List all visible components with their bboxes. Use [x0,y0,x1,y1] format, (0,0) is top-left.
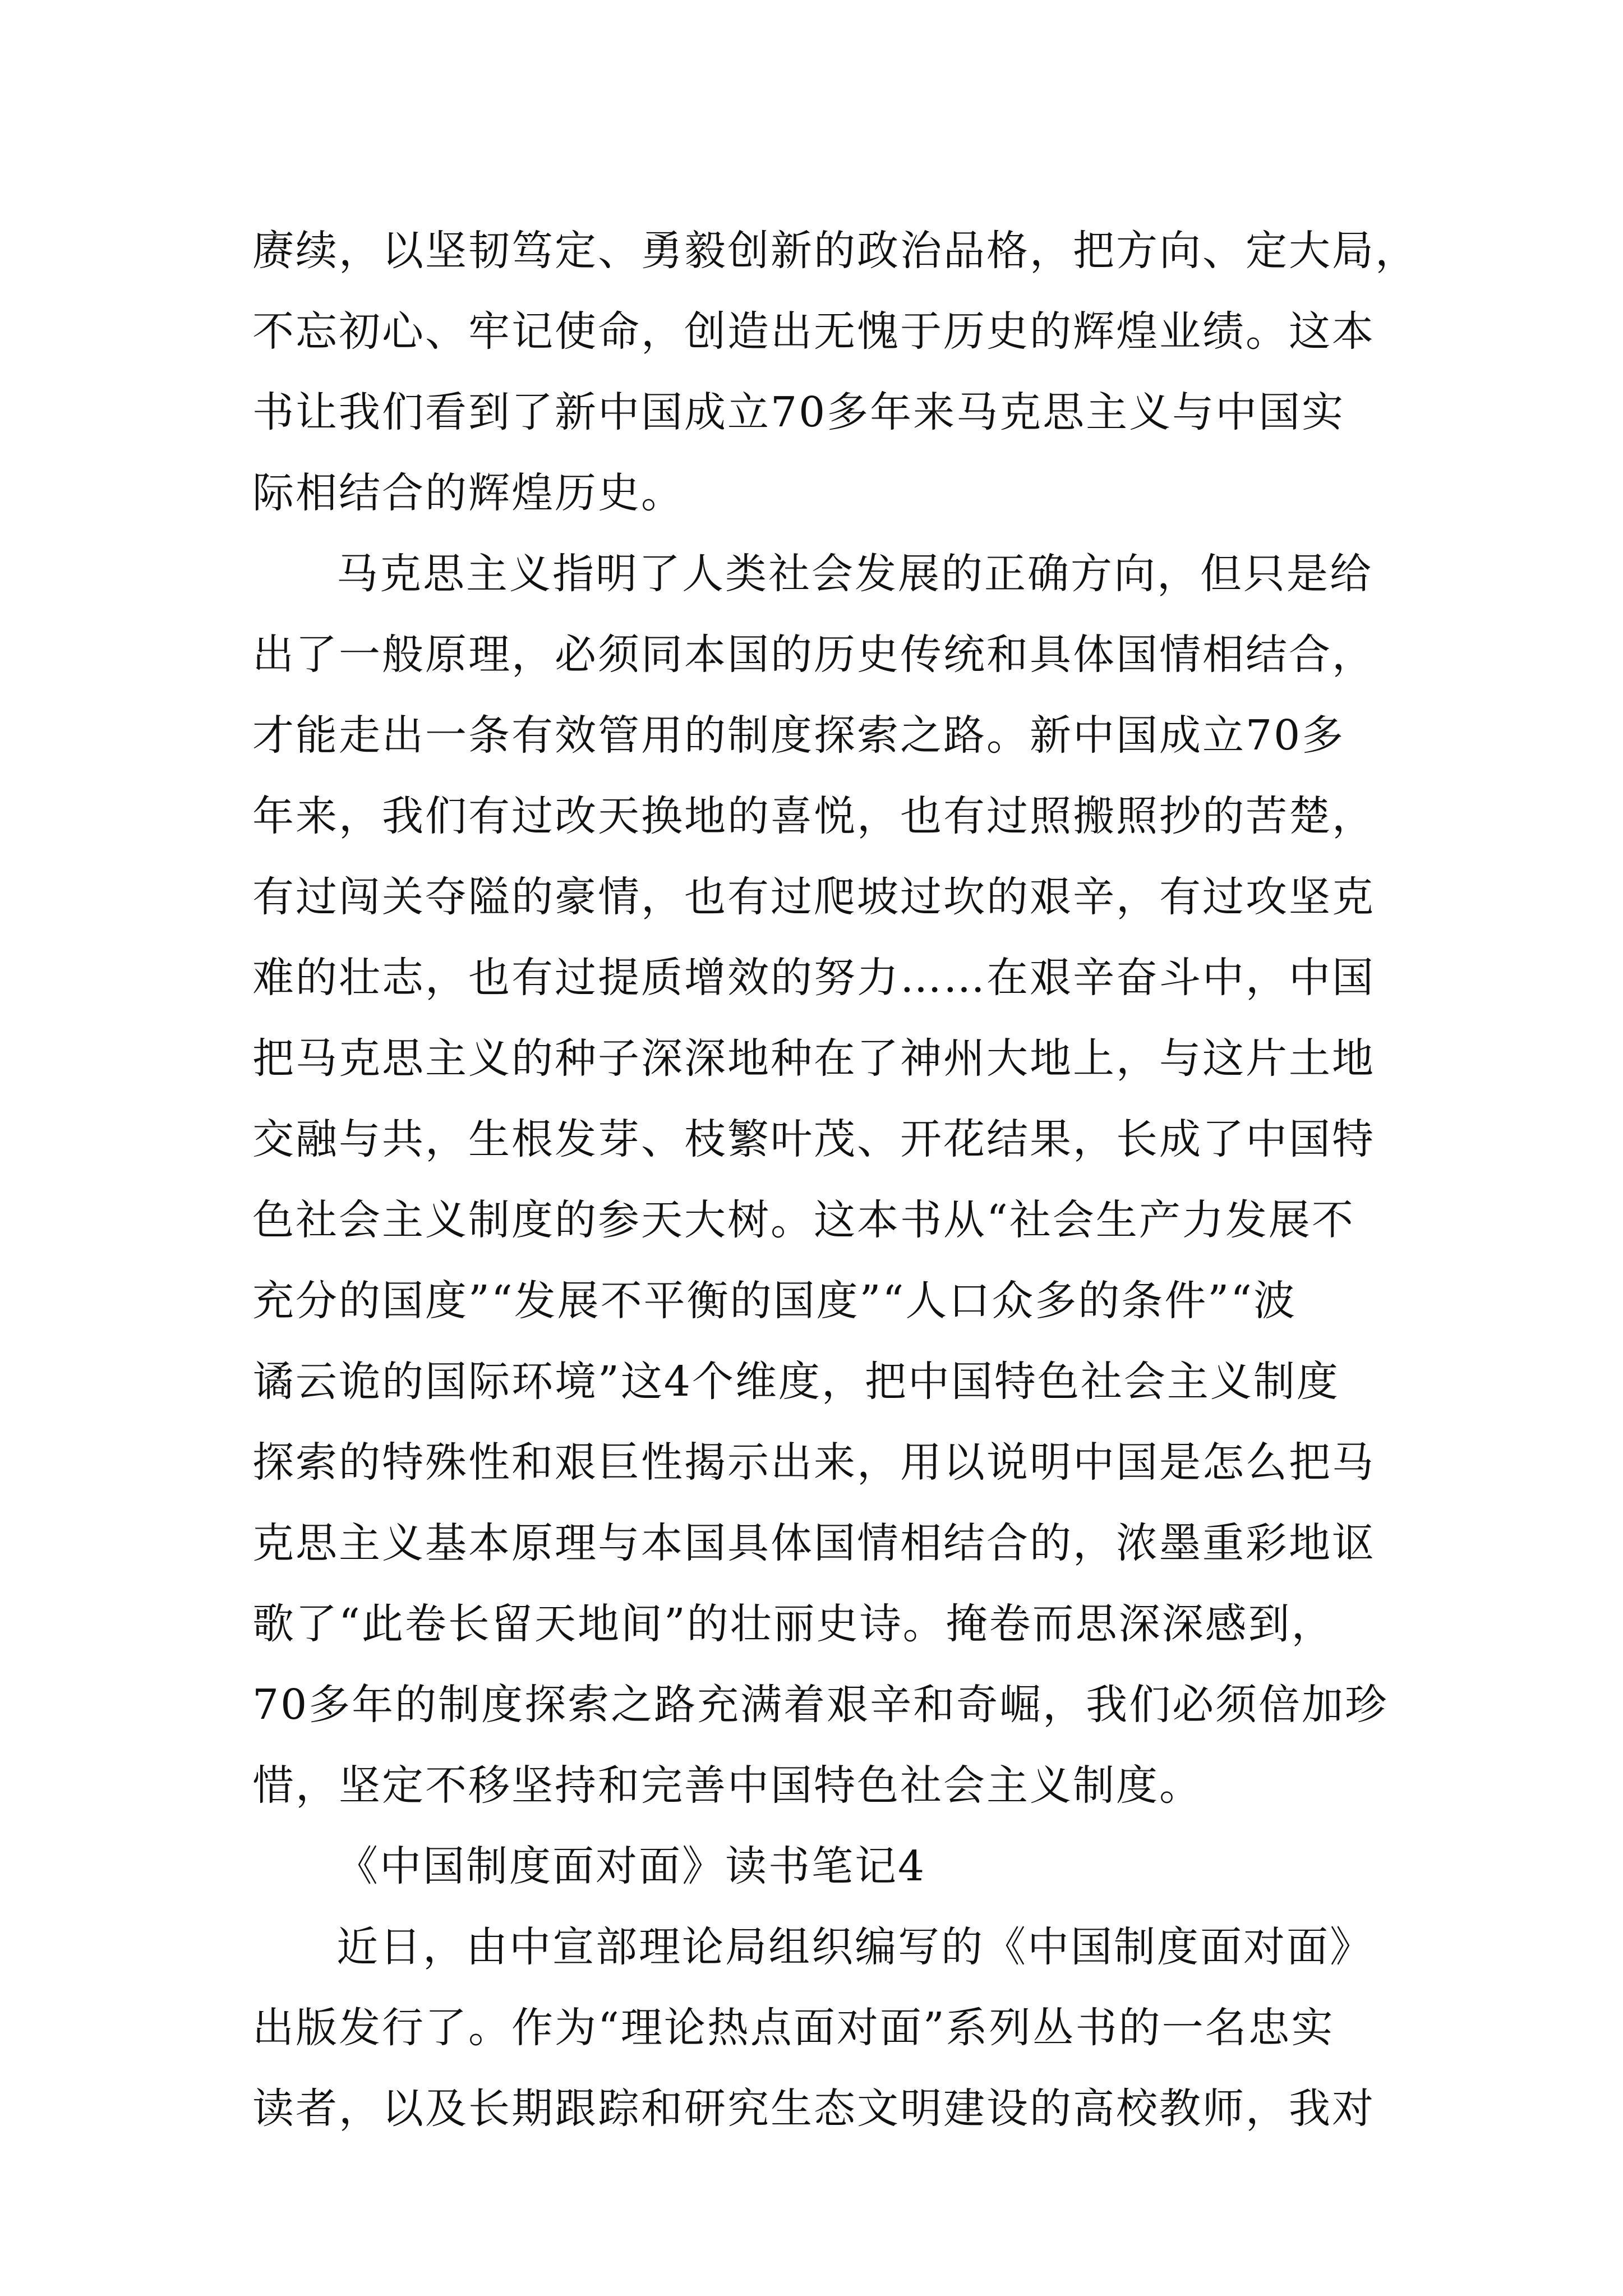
paragraph-continuation [252,210,1418,533]
text-line: 色社会主义制度的参天大树。这本书从“社会生产力发展不 [252,1196,1355,1244]
text-line: 充分的国度”“发展不平衡的国度”“人口众多的条件”“波 [252,1277,1297,1325]
document-body [252,210,1418,2149]
text-line: 不忘初心、牢记使命，创造出无愧于历史的辉煌业绩。这本 [252,307,1375,356]
section-heading [252,1826,1382,1907]
text-line: 赓续，以坚韧笃定、勇毅创新的政治品格，把方向、定大局， [252,227,1418,275]
text-line: 马克思主义指明了人类社会发展的正确方向，但只是给 [336,550,1373,598]
text-line: 难的壮志，也有过提质增效的努力……在艰辛奋斗中，中国 [252,954,1375,1002]
text-line: 克思主义基本原理与本国具体国情相结合的，浓墨重彩地讴 [252,1519,1375,1567]
text-line: 歌了“此卷长留天地间”的壮丽史诗。掩卷而思深深感到， [252,1600,1335,1648]
text-line: 70多年的制度探索之路充满着艰辛和奇崛，我们必须倍加珍 [252,1681,1389,1729]
text-line: 探索的特殊性和艰巨性揭示出来，用以说明中国是怎么把马 [252,1438,1375,1487]
text-line: 有过闯关夺隘的豪情，也有过爬坡过坎的艰辛，有过攻坚克 [252,873,1375,921]
text-line: 出了一般原理，必须同本国的历史传统和具体国情相结合， [252,631,1375,679]
text-line: 读者，以及长期跟踪和研究生态文明建设的高校教师，我对 [252,2085,1375,2133]
heading-line: 《中国制度面对面》读书笔记4 [336,1842,926,1890]
paragraph-intro [252,1907,1382,2149]
text-line: 际相结合的辉煌历史。 [252,469,684,517]
text-line: 谲云诡的国际环境”这4个维度，把中国特色社会主义制度 [252,1358,1340,1406]
text-line: 把马克思主义的种子深深地种在了神州大地上，与这片土地 [252,1034,1375,1083]
text-line: 惜，坚定不移坚持和完善中国特色社会主义制度。 [252,1761,1202,1810]
paragraph-marxism [252,533,1389,1826]
text-line: 书让我们看到了新中国成立70多年来马克思主义与中国实 [252,388,1345,436]
text-line: 近日，由中宣部理论局组织编写的《中国制度面对面》 [336,1923,1373,1971]
text-line: 出版发行了。作为“理论热点面对面”系列丛书的一名忠实 [252,2004,1335,2052]
text-line: 年来，我们有过改天换地的喜悦，也有过照搬照抄的苦楚， [252,792,1375,840]
text-line: 才能走出一条有效管用的制度探索之路。新中国成立70多 [252,711,1345,760]
text-line: 交融与共，生根发芽、枝繁叶茂、开花结果，长成了中国特 [252,1115,1375,1163]
